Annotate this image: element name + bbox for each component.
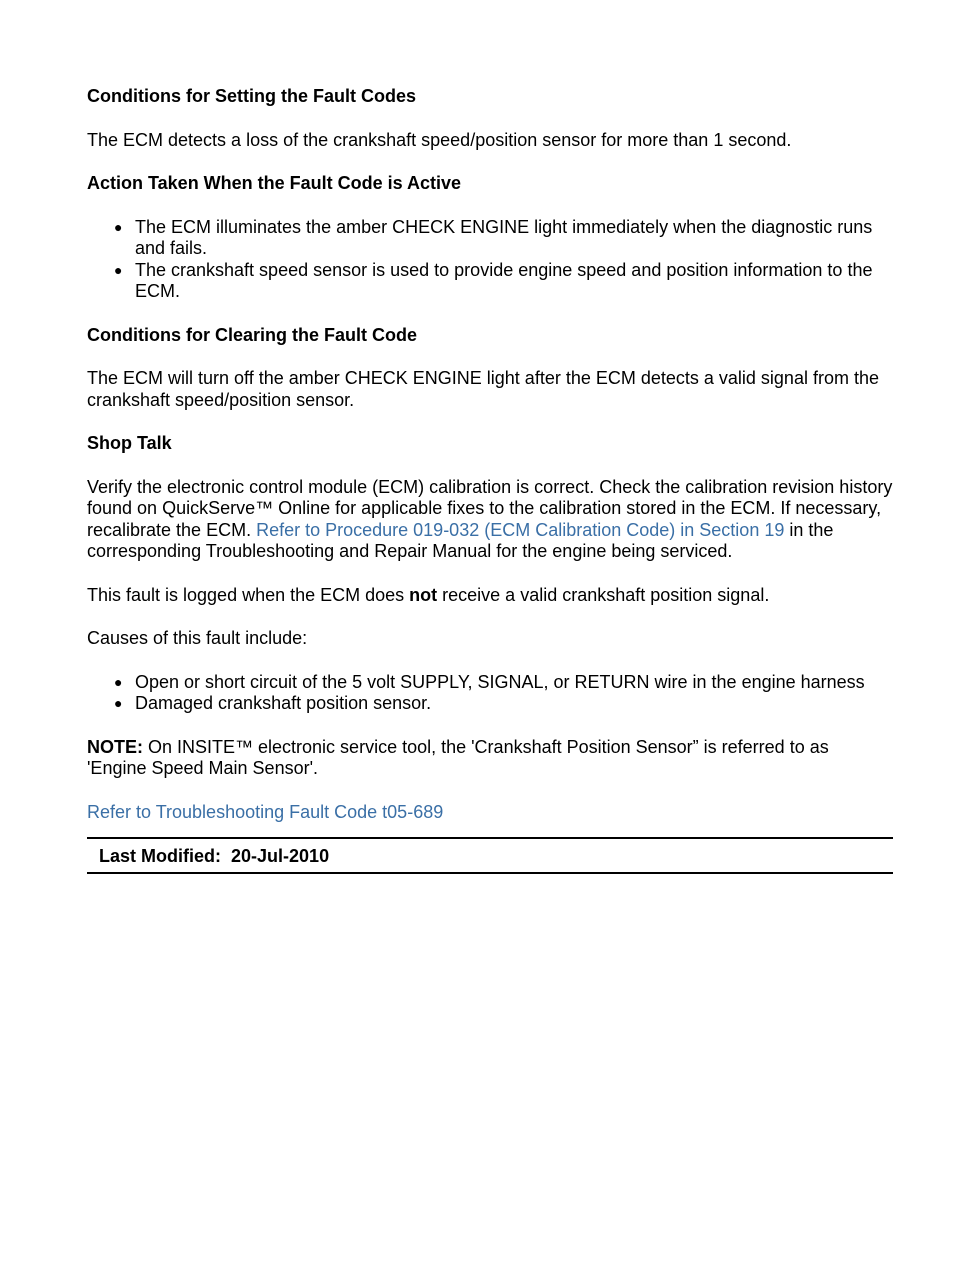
causes-bullet-list — [87, 672, 893, 715]
heading-clearing-conditions: Conditions for Clearing the Fault Code — [87, 324, 417, 345]
shop-talk-calibration-paragraph — [87, 477, 893, 563]
note-label: NOTE: — [87, 736, 143, 757]
calibration-text-before: Verify the electronic control module (ECM) calibration is correct. Check the calibration revision history found on QuickServe™ Online for applicable fixes to the calibration stored in the ECM. If necessary, recalibrate the ECM. — [87, 476, 893, 540]
list-item — [87, 672, 893, 694]
list-item — [87, 260, 893, 303]
heading-shop-talk: Shop Talk — [87, 433, 172, 453]
causes-intro: Causes of this fault include: — [87, 628, 308, 648]
bullet-icon: ● — [114, 695, 123, 711]
list-item-text: The crankshaft speed sensor is used to provide engine speed and position information to the ECM. — [135, 259, 873, 301]
list-item — [87, 217, 893, 260]
list-item-text: Open or short circuit of the 5 volt SUPPLY, SIGNAL, or RETURN wire in the engine harness — [135, 671, 865, 692]
list-item-text: The ECM illuminates the amber CHECK ENGINE light immediately when the diagnostic runs and fails. — [135, 216, 873, 258]
bullet-icon: ● — [114, 218, 123, 235]
heading-action-taken: Action Taken When the Fault Code is Active — [87, 173, 462, 193]
procedure-019-032-link[interactable]: Refer to Procedure 019-032 (ECM Calibration Code) in Section 19 — [256, 519, 785, 540]
last-modified-bar — [87, 837, 893, 874]
last-modified-label: Last Modified: — [99, 846, 221, 866]
fault-code-t05-689-link[interactable]: Refer to Troubleshooting Fault Code t05-689 — [87, 801, 444, 822]
list-item-text: Damaged crankshaft position sensor. — [135, 693, 432, 713]
insite-note — [87, 737, 893, 780]
document-page — [87, 86, 893, 874]
fault-logged-text-after: receive a valid crankshaft position signal. — [437, 584, 770, 605]
bullet-icon: ● — [114, 673, 123, 690]
refer-paragraph — [87, 802, 893, 824]
last-modified-separator — [221, 846, 231, 866]
action-bullet-list — [87, 217, 893, 303]
clearing-conditions-text: The ECM will turn off the amber CHECK ENGINE light after the ECM detects a valid signal from the crankshaft speed/position sensor. — [87, 368, 879, 410]
last-modified-date: 20-Jul-2010 — [231, 846, 330, 866]
heading-setting-conditions: Conditions for Setting the Fault Codes — [87, 86, 416, 106]
setting-conditions-text: The ECM detects a loss of the crankshaft speed/position sensor for more than 1 second. — [87, 129, 792, 150]
fault-logged-text-before: This fault is logged when the ECM does — [87, 584, 410, 605]
list-item — [87, 693, 893, 715]
fault-logged-emphasis: not — [409, 584, 438, 605]
fault-logged-paragraph — [87, 585, 893, 607]
note-text: On INSITE™ electronic service tool, the 'Crankshaft Position Sensor” is referred to as 'Engine Speed Main Sensor'. — [87, 736, 829, 778]
bullet-icon: ● — [114, 261, 123, 278]
calibration-text-after: in the corresponding Troubleshooting and Repair Manual for the engine being serviced. — [87, 519, 834, 561]
